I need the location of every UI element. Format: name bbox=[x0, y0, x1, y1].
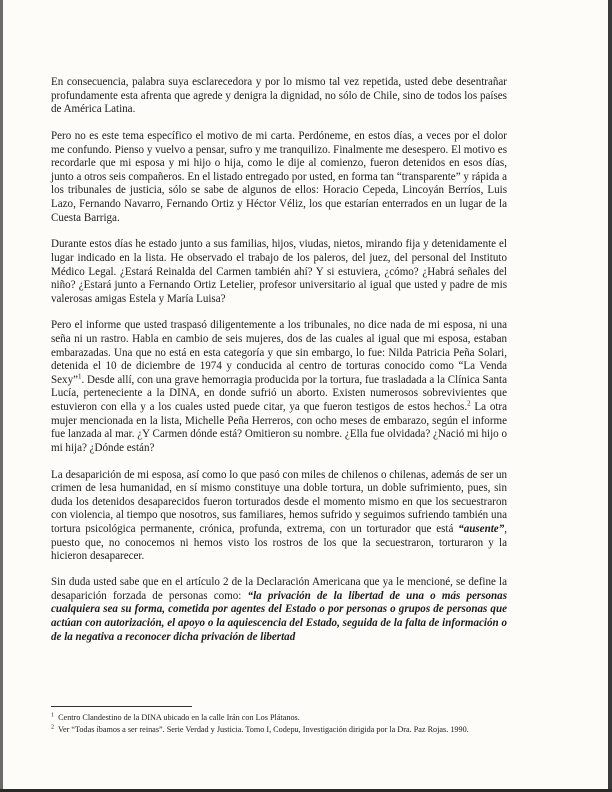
paragraph-5-emphasis: “ausente” bbox=[458, 522, 505, 535]
paragraph-5 bbox=[51, 469, 507, 564]
letter-body bbox=[51, 76, 507, 657]
paragraph-3: Durante estos días he estado junto a sus familias, hijos, viudas, nietos, mirando fija y detenidamente el lugar indicado en la lista. He observado el trabajo de los paleros, del juez, del personal del Instituto Médico Legal. ¿Estará Reinalda del Carmen también ahí? Y si estuviera, ¿cómo? ¿Habrá señales del niño? ¿Estará junto a Fernando Ortiz Letelier, profesor universitario al igual que usted y padre de mis valerosas amigas Estela y María Luisa? bbox=[51, 238, 507, 305]
footnote-2-text: Ver “Todas íbamos a ser reinas”. Serie Verdad y Justicia. Tomo I, Codepu, Investigación dirigida por la Dra. Paz Rojas. 1990. bbox=[57, 725, 469, 734]
footnote-1 bbox=[51, 712, 551, 723]
paragraph-4-part-a: Pero el informe que usted traspasó diligentemente a los tribunales, no dice nada de mi esposa, ni una seña ni un rastro. Habla en cambio de seis mujeres, dos de las cuales al igual que mi esposa, estaban embarazadas. Una que no está en esta categoría y que sin embargo, lo fue: Nilda Patricia Peña Solari, detenida el 10 de diciembre de 1974 y conducida al centro de torturas conocido como “La Venda Sexy” bbox=[51, 319, 507, 386]
paragraph-5-part-c: , puesto que, no conocemos ni hemos visto los rostros de los que la secuestraron, torturaron y la hicieron desaparecer. bbox=[51, 522, 507, 563]
paragraph-4 bbox=[51, 319, 507, 455]
paragraph-2: Pero no es este tema específico el motivo de mi carta. Perdóneme, en estos días, a veces por el dolor me confundo. Pienso y vuelvo a pensar, sufro y me tranquilizo. Finalmente me desespero. El motivo es recordarle que mi esposa y mi hijo o hija, como le dije al comienzo, fueron detenidos en esos días, junto a otros seis compañeros. En el listado entregado por usted, en forma tan “transparente” y rápida a los tribunales de justicia, sólo se sabe de algunos de ellos: Horacio Cepeda, Lincoyán Berríos, Luis Lazo, Fernando Navarro, Fernando Ortiz y Héctor Véliz, los que estarían enterrados en un lugar de la Cuesta Barriga. bbox=[51, 129, 507, 224]
paragraph-5-part-a: La desaparición de mi esposa, así como lo que pasó con miles de chilenos o chilenas, además de ser un crimen de lesa humanidad, en sí mismo constituye una doble tortura, un doble sufrimiento, pues, sin duda los detenidos desaparecidos fueron torturados desde el momento mismo en que los secuestraron con violencia, al tiempo que nosotros, sus familiares, hemos sufrido y seguimos sufriendo también una tortura psicológica permanente, crónica, profunda, extrema, con un torturador que está bbox=[51, 468, 507, 535]
footnote-ref-2: 2 bbox=[467, 399, 471, 408]
footnote-separator bbox=[51, 706, 192, 707]
paragraph-6-quote: “la privación de la libertad de una o más personas cualquiera sea su forma, cometida por agentes del Estado o por personas o grupos de personas que actúan con autorización, el apoyo o la aquiescencia del Estado, seguida de la falta de información o de la negativa a reconocer dicha privación de libertad bbox=[51, 589, 507, 643]
page-edge-left bbox=[0, 0, 3, 792]
paragraph-6-part-a: Sin duda usted sabe que en el artículo 2 de la Declaración Americana que ya le mencioné, se define la desaparición forzada de personas como: bbox=[51, 576, 507, 602]
footnote-ref-1: 1 bbox=[78, 372, 82, 381]
paragraph-4-part-c: La otra mujer mencionada en la lista, Michelle Peña Herreros, con ocho meses de embarazo, según el informe fue lanzada al mar. ¿Y Carmen dónde está? Omitieron su nombre. ¿Ella fue olvidada? ¿Nació mi hijo o mi hija? ¿Dónde están? bbox=[51, 401, 507, 454]
footnote-1-text: Centro Clandestino de la DINA ubicado en la calle Irán con Los Plátanos. bbox=[58, 713, 300, 722]
page-edge-right bbox=[608, 0, 612, 792]
footnotes bbox=[51, 712, 551, 736]
footnote-1-mark: 1 bbox=[51, 712, 54, 719]
paragraph-4-part-b: . Desde allí, con una grave hemorragia producida por la tortura, fue trasladada a la Clínica Santa Lucía, perteneciente a la DINA, en donde sufrió un aborto. Existen numerosos sobrevivientes que estuvieron con ella y a los cuales usted puede citar, ya que fueron testigos de estos hechos. bbox=[51, 373, 507, 414]
paragraph-6 bbox=[51, 576, 507, 644]
footnote-2-mark: 2 bbox=[51, 724, 54, 731]
footnote-2 bbox=[51, 724, 551, 735]
paragraph-1: En consecuencia, palabra suya esclarecedora y por lo mismo tal vez repetida, usted debe desentrañar profundamente esta afrenta que agrede y denigra la dignidad, no sólo de Chile, sino de todos los países de América Latina. bbox=[51, 76, 507, 116]
